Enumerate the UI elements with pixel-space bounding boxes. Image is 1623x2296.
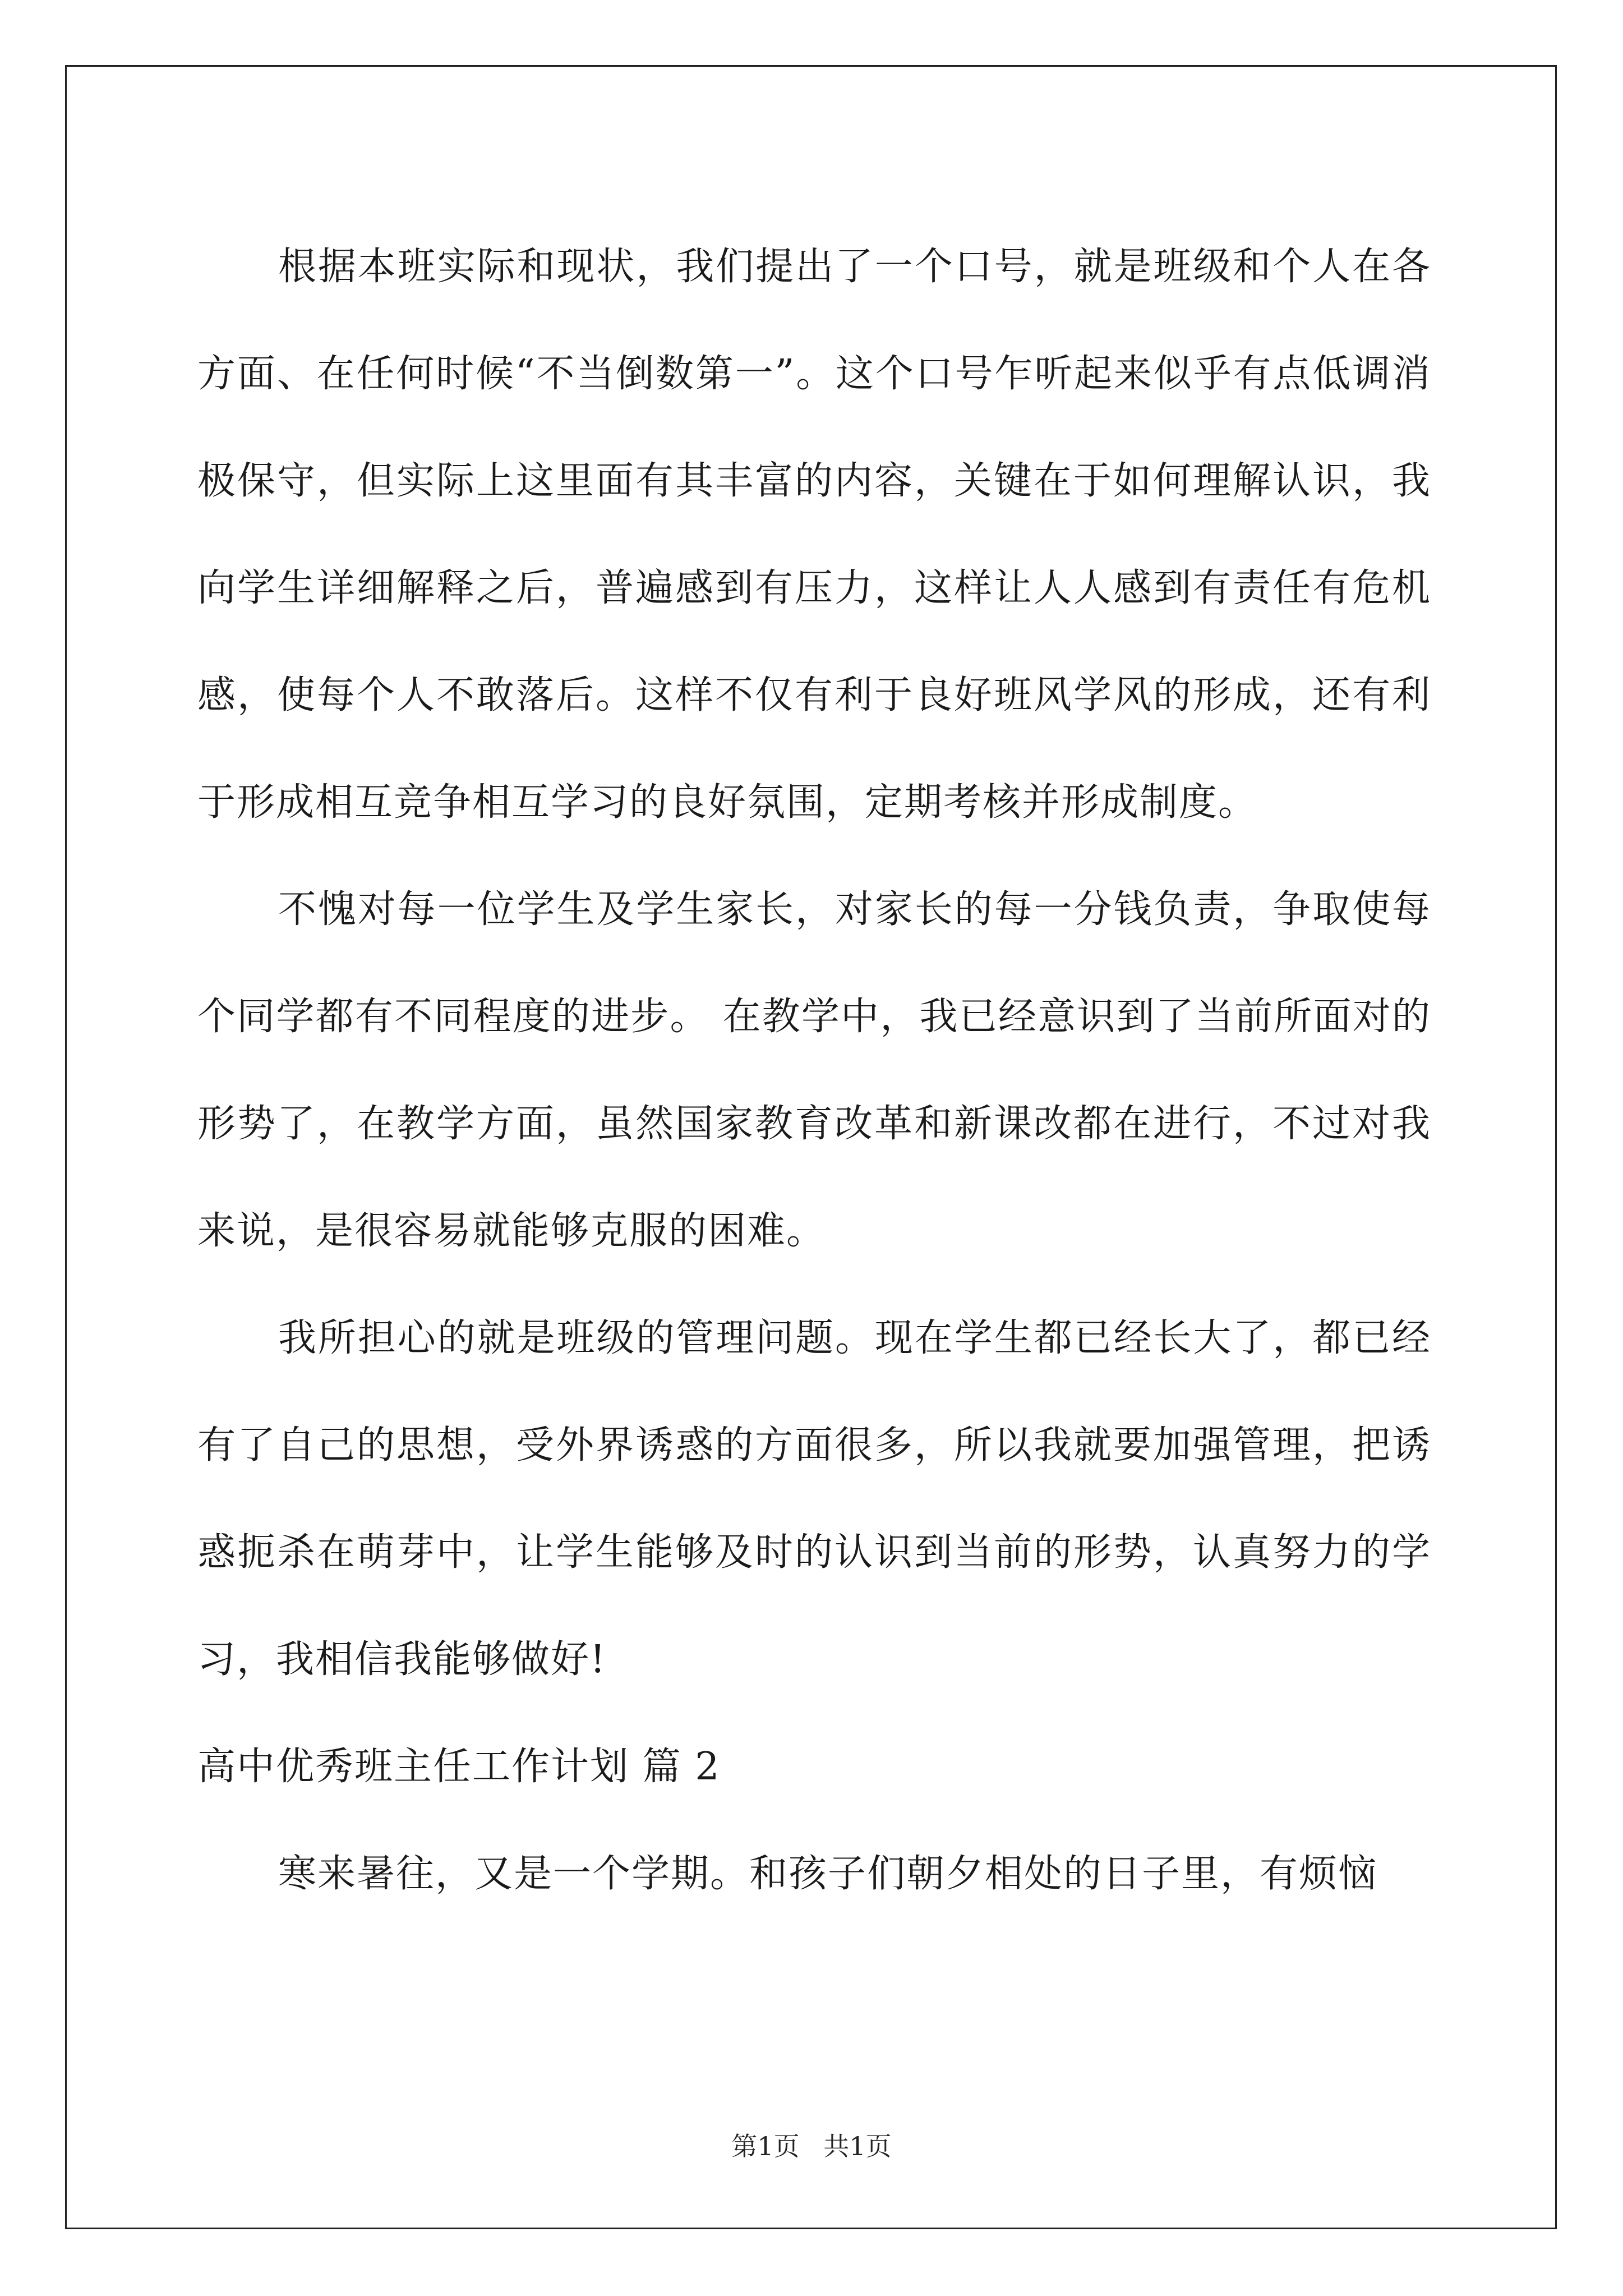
- paragraph-2: 不愧对每一位学生及学生家长，对家长的每一分钱负责，争取使每个同学都有不同程度的进步。 在教学中，我已经意识到了当前所面对的形势了，在教学方面，虽然国家教育改革和新课改都在进行，不过对我来说，是很容易就能够克服的困难。: [197, 887, 1431, 1253]
- page-total-label: 共1页: [823, 2131, 892, 2161]
- section-heading: 高中优秀班主任工作计划 篇 2: [197, 1745, 721, 1789]
- page-footer: [0, 2126, 1623, 2163]
- paragraph-4: 寒来暑往，又是一个学期。和孩子们朝夕相处的日子里，有烦恼: [278, 1852, 1378, 1896]
- paragraph-1: 根据本班实际和现状，我们提出了一个口号，就是班级和个人在各方面、在任何时候“不当倒数第一”。这个口号乍听起来似乎有点低调消极保守，但实际上这里面有其丰富的内容，关键在于如何理解认识，我向学生详细解释之后，普遍感到有压力，这样让人人感到有责任有危机感，使每个人不敢落后。这样不仅有利于良好班风学风的形成，还有利于形成相互竞争相互学习的良好氛围，定期考核并形成制度。: [197, 245, 1431, 825]
- document-body: [197, 213, 1431, 1927]
- page-number-label: 第1页: [731, 2131, 800, 2161]
- paragraph-3: 我所担心的就是班级的管理问题。现在学生都已经长大了，都已经有了自己的思想，受外界诱惑的方面很多，所以我就要加强管理，把诱惑扼杀在萌芽中，让学生能够及时的认识到当前的形势，认真努力的学习，我相信我能够做好!: [197, 1316, 1431, 1682]
